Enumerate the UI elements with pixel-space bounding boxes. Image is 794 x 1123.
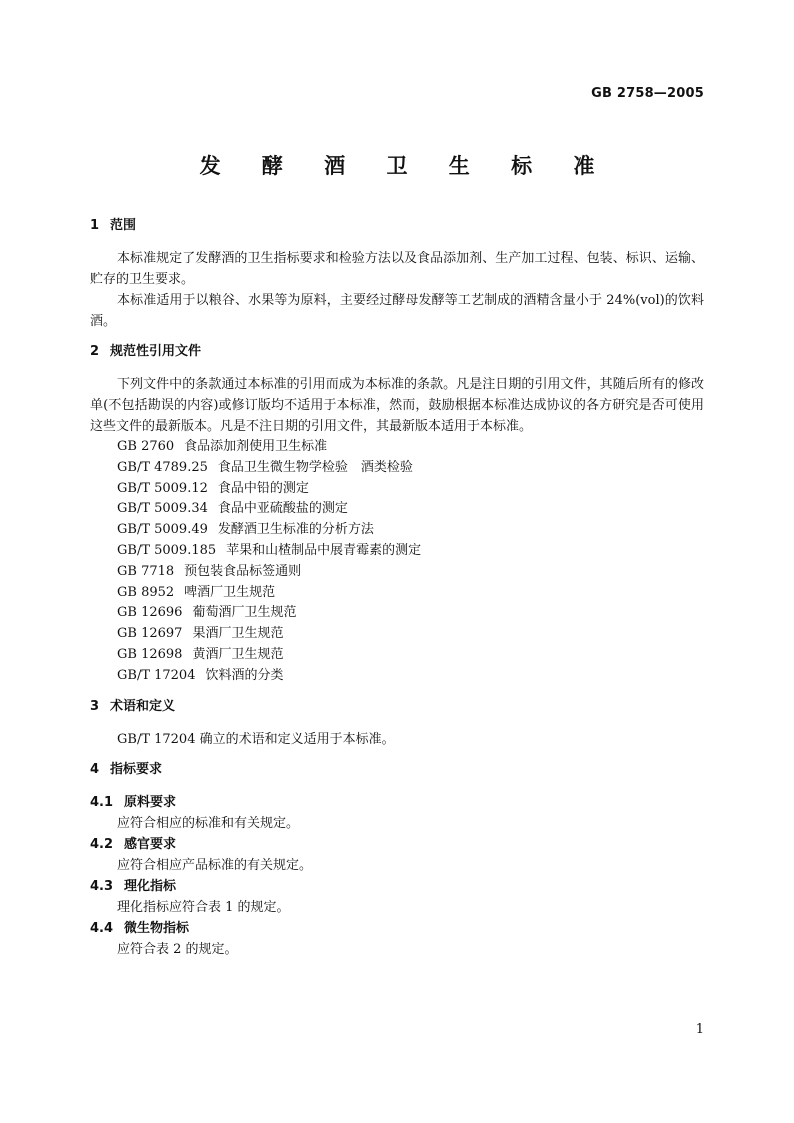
section-title: 术语和定义 [110, 698, 176, 714]
reference-code: GB/T 5009.12 [117, 480, 208, 496]
section-3-heading [90, 697, 704, 717]
reference-item [90, 541, 704, 562]
subsection-number: 4.4 [90, 920, 114, 936]
paragraph: 下列文件中的条款通过本标准的引用而成为本标准的条款。凡是注日期的引用文件，其随后所有的修改单(不包括勘误的内容)或修订版均不适用于本标准，然而，鼓励根据本标准达成协议的各方研究是否可使用这些文件的最新版本。凡是不注日期的引用文件，其最新版本适用于本标准。 [90, 377, 704, 434]
subsection-number: 4.1 [90, 794, 114, 810]
document-body [90, 216, 704, 960]
section-4-heading [90, 760, 704, 780]
reference-name: 啤酒厂卫生规范 [184, 584, 276, 600]
reference-name: 食品中铅的测定 [217, 480, 309, 496]
paragraph: 理化指标应符合表 1 的规定。 [117, 899, 290, 915]
section-title: 指标要求 [110, 761, 163, 777]
reference-code: GB/T 4789.25 [117, 459, 208, 475]
subsection-title: 感官要求 [124, 836, 177, 852]
reference-item [90, 645, 704, 666]
reference-code: GB/T 17204 [117, 667, 196, 683]
reference-item [90, 624, 704, 645]
reference-code: GB 7718 [117, 563, 175, 579]
section-number: 3 [90, 698, 100, 714]
reference-item [90, 437, 704, 458]
reference-code: GB 12696 [117, 605, 183, 621]
standard-number: GB 2758—2005 [591, 86, 704, 101]
reference-code: GB 2760 [117, 439, 175, 454]
reference-name: 发酵酒卫生标准的分析方法 [217, 522, 374, 538]
reference-item [90, 603, 704, 624]
reference-item [90, 583, 704, 604]
reference-name: 黄酒厂卫生规范 [192, 646, 284, 662]
reference-item [90, 666, 704, 687]
reference-name: 苹果和山楂制品中展青霉素的测定 [226, 542, 422, 558]
paragraph: 本标准规定了发酵酒的卫生指标要求和检验方法以及食品添加剂、生产加工过程、包装、标识、运输、贮存的卫生要求。 [90, 251, 704, 287]
reference-code: GB 8952 [117, 584, 175, 600]
subsection-4-4-heading [90, 918, 704, 939]
subsection-4-3-heading [90, 876, 704, 897]
section-title: 范围 [110, 218, 137, 233]
subsection-4-1-heading [90, 792, 704, 813]
page-number: 1 [695, 1022, 704, 1037]
subsection-number: 4.3 [90, 878, 114, 894]
reference-code: GB 12697 [117, 626, 183, 642]
subsection-number: 4.2 [90, 836, 114, 852]
reference-item [90, 520, 704, 541]
reference-item [90, 499, 704, 520]
paragraph: 应符合相应产品标准的有关规定。 [117, 857, 313, 873]
subsection-title: 微生物指标 [124, 920, 190, 936]
reference-name: 预包装食品标签通则 [184, 563, 302, 579]
reference-code: GB/T 5009.185 [117, 542, 217, 558]
section-2-heading [90, 342, 704, 362]
reference-list [90, 437, 704, 687]
reference-item [90, 458, 704, 479]
section-number: 4 [90, 761, 100, 777]
reference-item [90, 562, 704, 583]
reference-item [90, 479, 704, 500]
reference-name: 果酒厂卫生规范 [192, 626, 284, 642]
subsection-4-2-heading [90, 834, 704, 855]
paragraph: 本标准适用于以粮谷、水果等为原料，主要经过酵母发酵等工艺制成的酒精含量小于 24%(vol)的饮料酒。 [90, 293, 704, 329]
reference-name: 葡萄酒厂卫生规范 [192, 605, 297, 621]
section-1-heading [90, 216, 704, 236]
subsection-title: 理化指标 [124, 878, 177, 894]
reference-name: 食品中亚硫酸盐的测定 [217, 501, 348, 517]
reference-name: 饮料酒的分类 [205, 667, 284, 683]
reference-code: GB 12698 [117, 646, 183, 662]
paragraph: 应符合相应的标准和有关规定。 [117, 815, 300, 831]
section-title: 规范性引用文件 [110, 344, 202, 359]
reference-code: GB/T 5009.49 [117, 522, 208, 538]
subsection-title: 原料要求 [124, 794, 177, 810]
section-number: 1 [90, 218, 100, 233]
reference-name: 食品卫生微生物学检验 酒类检验 [217, 459, 413, 475]
document-title: 发 酵 酒 卫 生 标 准 [199, 154, 612, 178]
section-number: 2 [90, 344, 100, 359]
paragraph: 应符合表 2 的规定。 [117, 941, 238, 957]
reference-name: 食品添加剂使用卫生标准 [184, 439, 328, 454]
reference-code: GB/T 5009.34 [117, 501, 208, 517]
paragraph: GB/T 17204 确立的术语和定义适用于本标准。 [117, 731, 395, 747]
